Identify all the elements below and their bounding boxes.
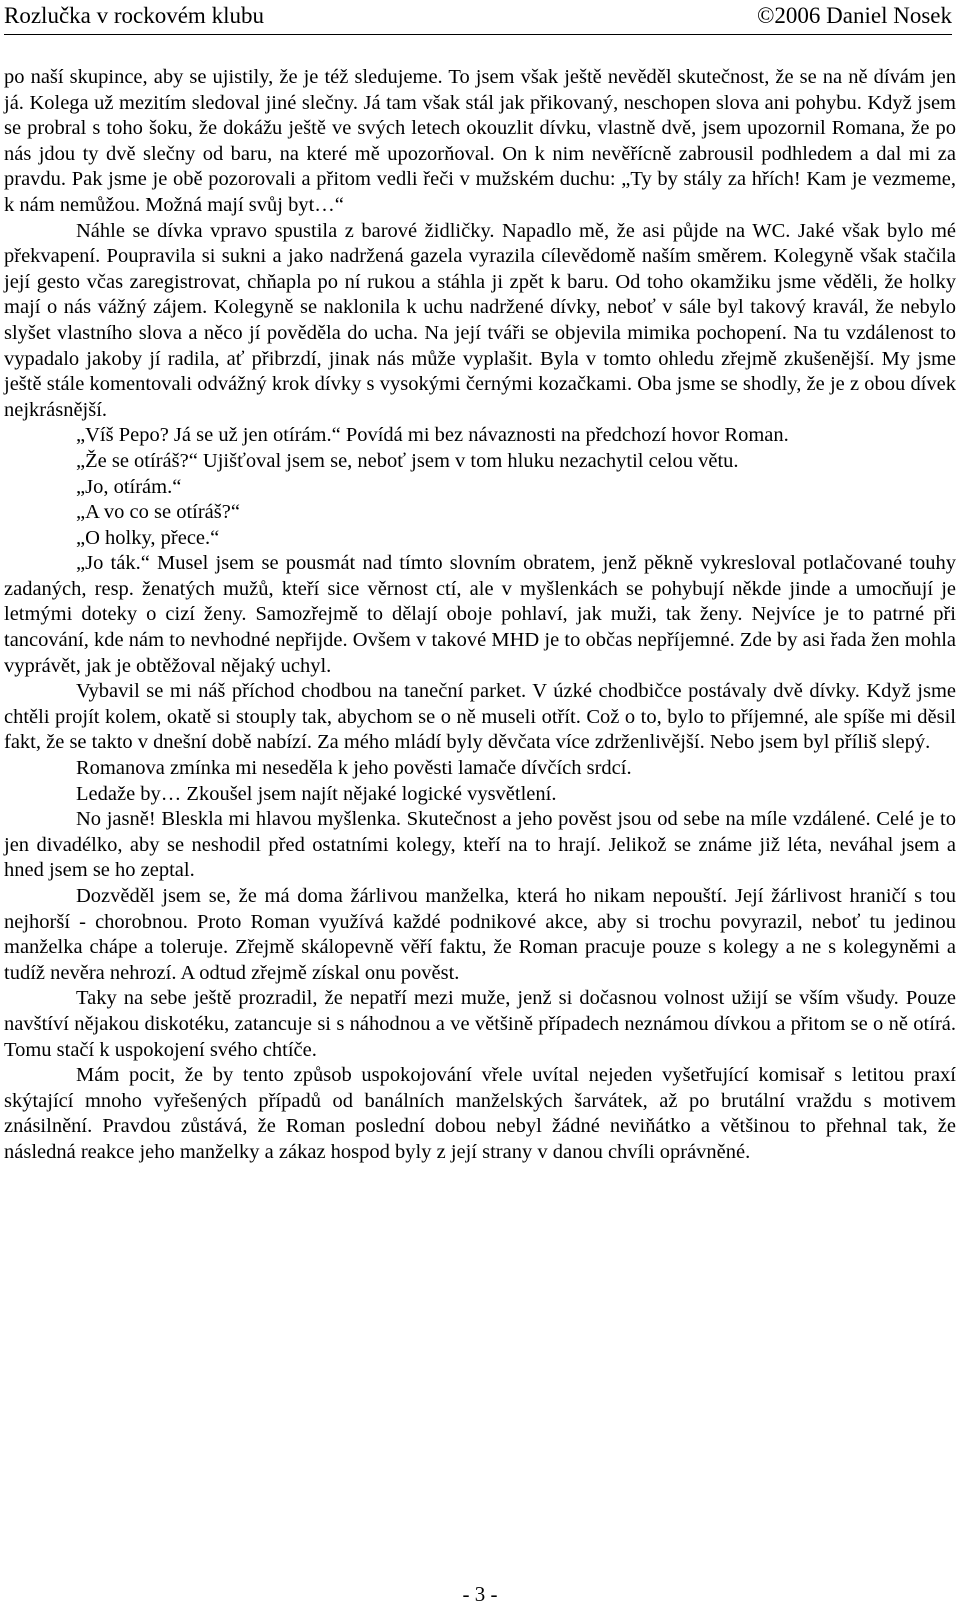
document-title: Rozlučka v rockovém klubu (4, 3, 264, 28)
paragraph: Romanova zmínka mi neseděla k jeho pověsti lamače dívčích srdcí. (76, 757, 632, 780)
paragraph: Dozvěděl jsem se, že má doma žárlivou manželka, která ho nikam nepouští. Její žárlivost hraničí s tou nejhorší - chorobnou. Proto Roman využívá každé podnikové akce, aby si trochu povyrazil, neboť tu jedinou manželka chápe a toleruje. Zřejmě skálopevně věří faktu, že Roman pracuje pouze s kolegy a ne s kolegyněmi a tudíž nevěra nehrozí. A odtud zřejmě získal onu pověst. (4, 885, 956, 984)
copyright-notice: ©2006 Daniel Nosek (756, 3, 952, 28)
page-footer (0, 1582, 960, 1607)
paragraph: Taky na sebe ještě prozradil, že nepatří mezi muže, jenž si dočasnou volnost užijí se vším všudy. Pouze navštíví nějakou diskotéku, zatancuje si s náhodnou a ve většině případech neznámou dívkou a přitom se o ně otírá. Tomu stačí k uspokojení svého chtíče. (4, 987, 956, 1061)
paragraph: „Že se otíráš?“ Ujišťoval jsem se, neboť jsem v tom hluku nezachytil celou větu. (76, 449, 739, 472)
paragraph: „Jo, otírám.“ (76, 475, 182, 498)
paragraph: „O holky, přece.“ (76, 526, 220, 549)
paragraph: Náhle se dívka vpravo spustila z barové židličky. Napadlo mě, že asi půjde na WC. Jaké však bylo mé překvapení. Poupravila si sukni a jako nadržená gazela vyrazila cílevědomě naším směrem. Kolegyně však stačila její gesto včas zaregistrovat, chňapla po ní rukou a stáhla ji zpět k baru. Od toho okamžiku jsme věděli, že holky mají o nás vážný zájem. Kolegyně se naklonila k uchu nadržené dívky, neboť v sále byl takový kravál, že nebylo slyšet vlastního slova a něco jí pověděla do ucha. Na její tváři se objevila mimika pochopení. Na tu vzdálenost to vypadalo jakoby jí radila, ať přibrzdí, jinak nás může vyplašit. Byla v tomto ohledu zřejmě zkušenější. My jsme ještě stále komentovali odvážný krok dívky s vysokými černými kozačkami. Oba jsme se shodly, že je z obou dívek nejkrásnější. (4, 219, 956, 421)
paragraph: Vybavil se mi náš příchod chodbou na taneční parket. V úzké chodbičce postávaly dvě dívky. Když jsme chtěli projít kolem, okatě si stouply tak, abychom se o ně museli otřít. Což o to, bylo to příjemné, ale spíše mi děsil fakt, že se takto v dnešní době nabízí. Za mého mládí byly děvčata více zdrženlivější. Nebo jsem byl příliš slepý. (4, 680, 956, 754)
paragraph: „Jo ták.“ Musel jsem se pousmát nad tímto slovním obratem, jenž pěkně vykresloval potlačované touhy zadaných, resp. ženatých mužů, kteří sice věrnost ctí, ale v myšlenkách se pohybují někde jinde a umocňují je letmými doteky o cizí ženy. Samozřejmě to dělají oboje pohlaví, jak muži, tak ženy. Nejvíce je to patrné při tancování, kde nám to nevhodné nepřijde. Ovšem v takové MHD je to občas nepříjemné. Zde by asi řada žen mohla vyprávět, jak je obtěžoval nějaký uchyl. (4, 552, 956, 677)
paragraph: Mám pocit, že by tento způsob uspokojování vřele uvítal nejeden vyšetřující komisař s letitou praxí skýtající mnoho vyřešených případů od banálních manželských šarvátek, až po brutální vraždu s motivem znásilnění. Pravdou zůstává, že Roman poslední dobou nebyl žádné neviňátko a většinou to přehnal tak, že následná reakce jeho manželky a zákaz hospod byly z její strany v danou chvíli oprávněné. (4, 1064, 956, 1163)
paragraph: „Víš Pepo? Já se už jen otírám.“ Povídá mi bez návaznosti na předchozí hovor Roman. (76, 424, 789, 447)
paragraph: No jasně! Bleskla mi hlavou myšlenka. Skutečnost a jeho pověst jsou od sebe na míle vzdálené. Celé je to jen divadélko, aby se neshodil před ostatními kolegy, kteří na to hrají. Jelikož se známe již léta, neváhal jsem a hned jsem se ho zeptal. (4, 808, 956, 882)
paragraph: po naší skupince, aby se ujistily, že je též sledujeme. To jsem však ještě nevěděl skutečnost, že se na ně dívám jen já. Kolega už mezitím sledoval jiné slečny. Já tam však stál jak přikovaný, neschopen slova ani pohybu. Když jsem se probral s toho šoku, že dokážu ještě ve svých letech okouzlit dívku, vlastně dvě, jsem upozornil Romana, že po nás jdou ty dvě slečny od baru, na které mě upozorňoval. On k nim nevěřícně zabrousil podhledem a dal mi za pravdu. Pak jsme je obě pozorovali a přitom vedli řeči v mužském duchu: „Ty by stály za hřích! Kam je vezmeme, k nám nemůžou. Možná mají svůj byt…“ (4, 66, 956, 216)
document-body (4, 65, 956, 1166)
paragraph: „A vo co se otíráš?“ (76, 501, 240, 524)
page-header (4, 0, 952, 35)
page-number: - 3 - (462, 1582, 498, 1606)
paragraph: Ledaže by… Zkoušel jsem najít nějaké logické vysvětlení. (76, 782, 557, 805)
